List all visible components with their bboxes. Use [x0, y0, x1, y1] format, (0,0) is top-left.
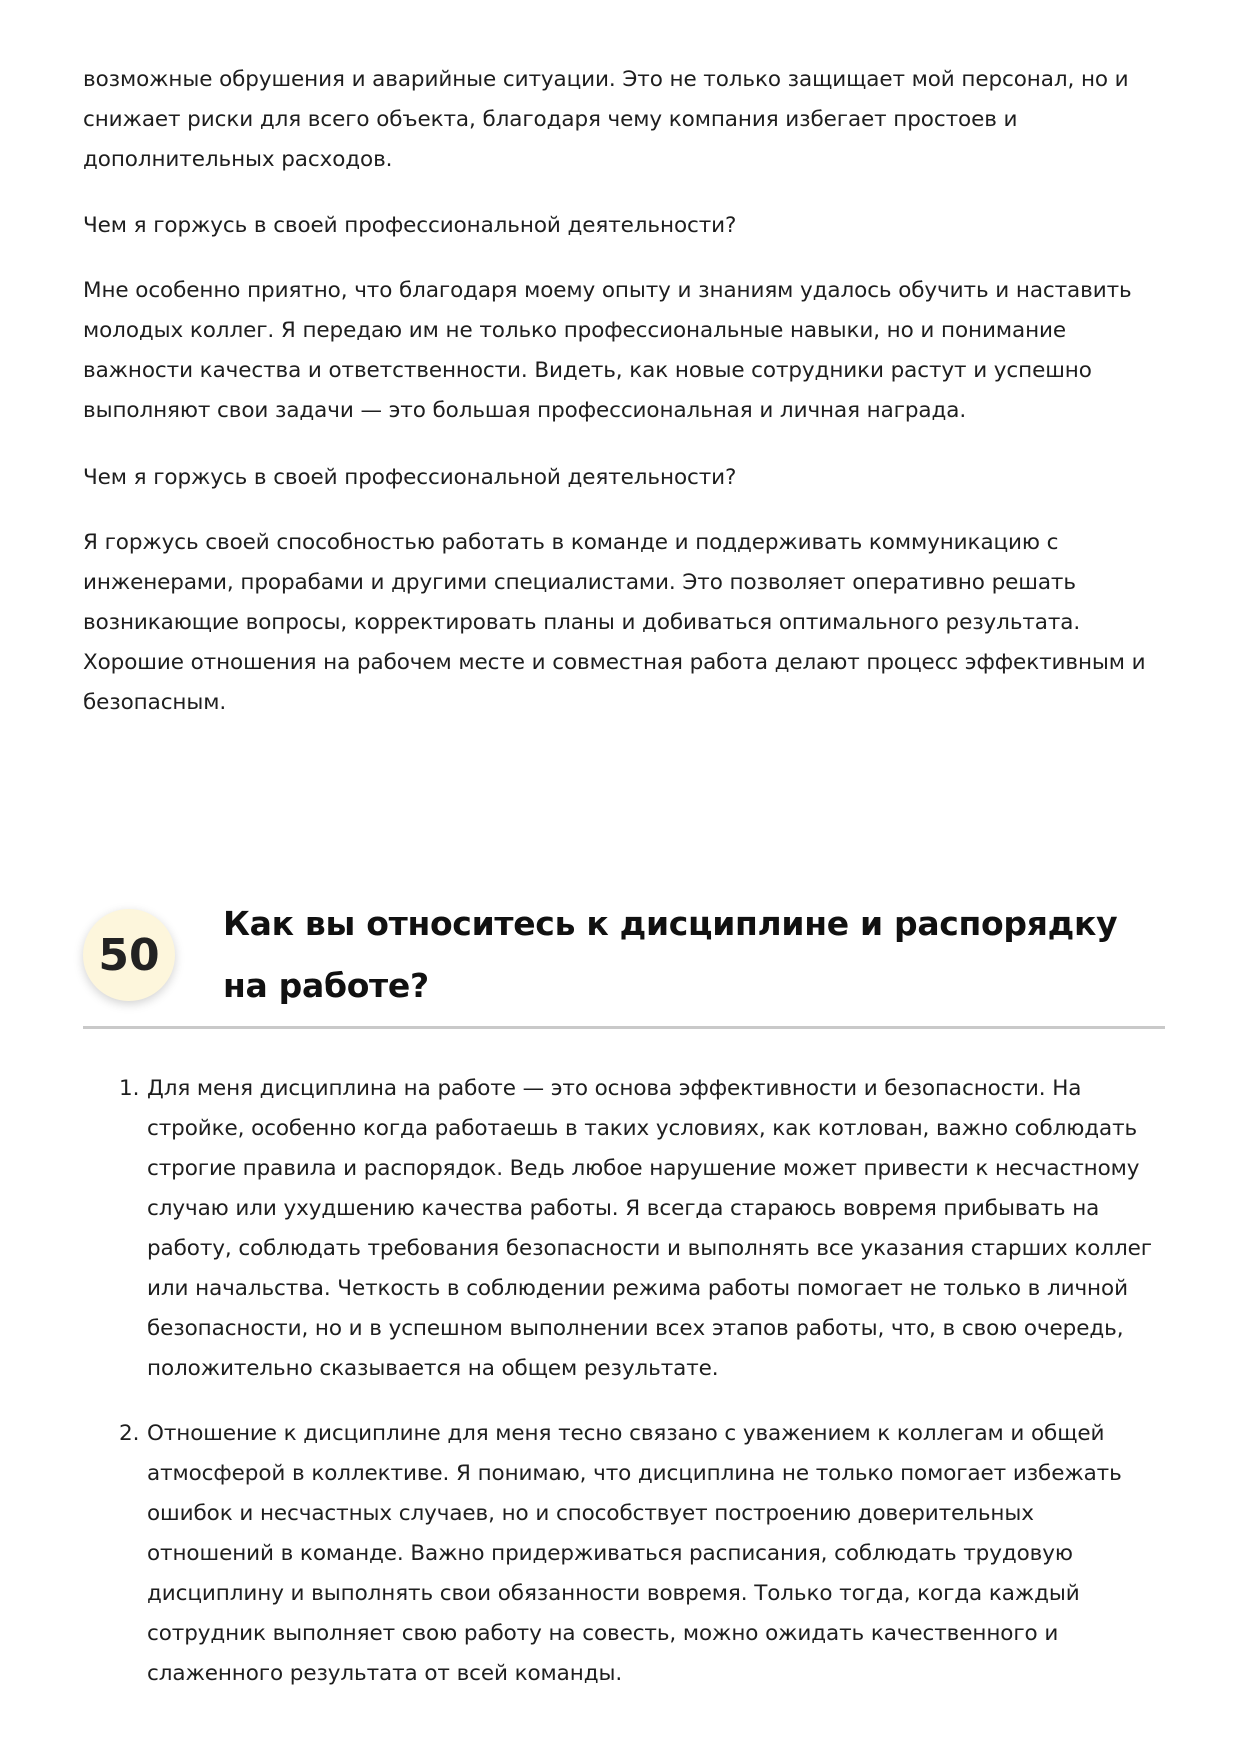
list-item-text: Для меня дисциплина на работе — это основа эффективности и безопасности. На стройке, особенно когда работаешь в таких условиях, как котлован, важно соблюдать строгие правила и распорядок. Ведь любое нарушение может привести к несчастному случаю или ухудшению качества работы. Я всегда стараюсь вовремя прибывать на работу, соблюдать требования безопасности и выполнять все указания старших коллег или начальства. Четкость в соблюдении режима работы помогает не только в личной безопасности, но и в успешном выполнении всех этапов работы, что, в свою очередь, положительно сказывается на общем результате. — [147, 1076, 1152, 1381]
list-item-number: 2. — [119, 1421, 140, 1446]
section-title: Как вы относитесь к дисциплине и распорядку на работе? — [223, 904, 1118, 1005]
question-paragraph: Чем я горжусь в своей профессиональной деятельности? — [83, 213, 737, 238]
question-paragraph: Чем я горжусь в своей профессиональной деятельности? — [83, 465, 737, 490]
list-item-text: Отношение к дисциплине для меня тесно связано с уважением к коллегам и общей атмосферой в коллективе. Я понимаю, что дисциплина не только помогает избежать ошибок и несчастных случаев, но и способствует построению доверительных отношений в команде. Важно придерживаться расписания, соблюдать трудовую дисциплину и выполнять свои обязанности вовремя. Только тогда, когда каждый сотрудник выполняет свою работу на совесть, можно ожидать качественного и слаженного результата от всей команды. — [147, 1421, 1122, 1686]
section-header — [83, 893, 1165, 1029]
list-item-number: 1. — [119, 1076, 140, 1101]
answer-paragraph: Я горжусь своей способностью работать в команде и поддерживать коммуникацию с инженерами, прорабами и другими специалистами. Это позволяет оперативно решать возникающие вопросы, корректировать планы и добиваться оптимального результата. Хорошие отношения на рабочем месте и совместная работа делают процесс эффективным и безопасным. — [83, 530, 1146, 715]
question-number-badge: 50 — [83, 909, 175, 1001]
list-item — [83, 1069, 1165, 1389]
intro-paragraph: возможные обрушения и аварийные ситуации. Это не только защищает мой персонал, но и снижает риски для всего объекта, благодаря чему компания избегает простоев и дополнительных расходов. — [83, 67, 1129, 172]
list-item — [83, 1414, 1165, 1694]
answer-list — [83, 1069, 1165, 1694]
answer-paragraph: Мне особенно приятно, что благодаря моему опыту и знаниям удалось обучить и наставить молодых коллег. Я передаю им не только профессиональные навыки, но и понимание важности качества и ответственности. Видеть, как новые сотрудники растут и успешно выполняют свои задачи — это большая профессиональная и личная награда. — [83, 278, 1132, 423]
